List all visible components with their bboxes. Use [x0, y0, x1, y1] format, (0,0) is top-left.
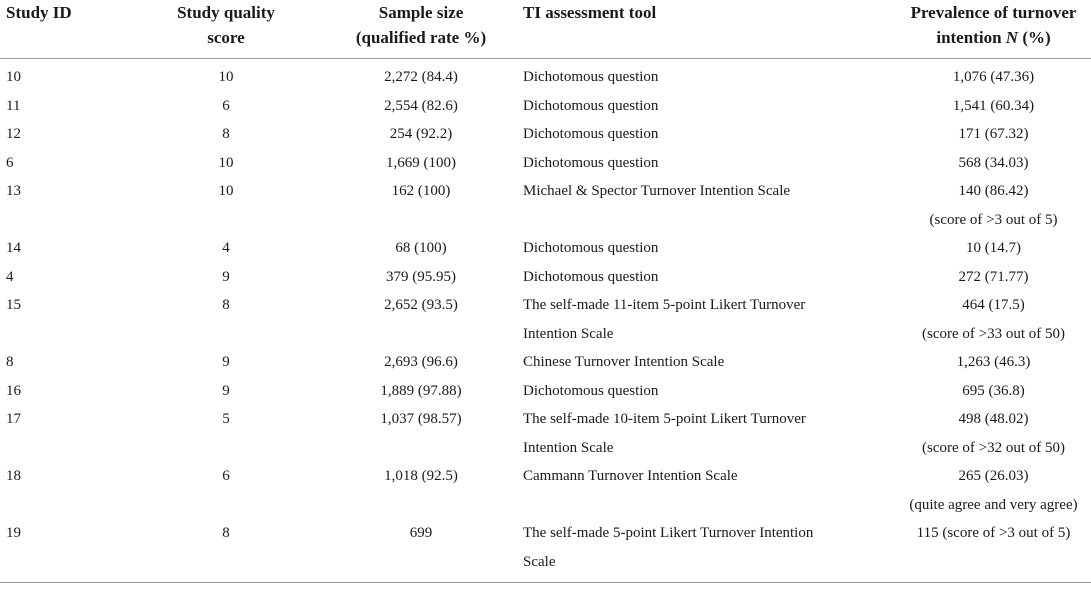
cell-study-quality: 8 — [222, 525, 230, 541]
cell-prevalence — [883, 149, 1091, 178]
cell-prevalence-line: 10 (14.7) — [966, 240, 1021, 256]
cell-prevalence-line: (score of >3 out of 5) — [929, 211, 1058, 228]
cell-study-quality: 10 — [218, 154, 234, 171]
cell-ti-tool — [516, 92, 883, 121]
cell-ti-tool-line: Dichotomous question — [523, 69, 659, 85]
cell-prevalence — [883, 177, 1091, 234]
cell-study-id: 14 — [6, 240, 21, 256]
cell-ti-tool-line: Dichotomous question — [523, 240, 659, 256]
cell-ti-tool-line: Cammann Turnover Intention Scale — [523, 468, 738, 484]
header-ti-tool: TI assessment tool — [516, 0, 883, 59]
cell-study-quality: 6 — [222, 468, 230, 484]
cell-study-quality: 6 — [222, 97, 230, 114]
cell-sample-size: 2,554 (82.6) — [384, 97, 458, 114]
cell-study-quality: 8 — [222, 126, 230, 142]
header-prevalence — [883, 0, 1091, 59]
cell-prevalence-line: 1,541 (60.34) — [952, 97, 1035, 114]
header-prevalence-pre: intention — [936, 28, 1006, 47]
cell-ti-tool-line: Intention Scale — [523, 325, 614, 342]
header-study-id: Study ID — [0, 0, 126, 59]
cell-sample-size: 1,018 (92.5) — [384, 468, 458, 484]
header-prevalence-line1: Prevalence of turnover — [910, 3, 1077, 22]
cell-prevalence-line: 140 (86.42) — [958, 183, 1029, 199]
cell-sample-size: 2,693 (96.6) — [384, 354, 458, 370]
cell-prevalence — [883, 462, 1091, 519]
table-row — [0, 149, 1091, 178]
cell-sample-size: 699 — [409, 525, 433, 541]
cell-study-id: 18 — [6, 468, 21, 484]
cell-prevalence — [883, 92, 1091, 121]
cell-prevalence — [883, 234, 1091, 263]
header-prevalence-line2 — [883, 25, 1091, 50]
cell-prevalence-line: (quite agree and very agree) — [909, 496, 1078, 513]
cell-ti-tool-line: The self-made 5-point Likert Turnover Intention — [523, 525, 814, 541]
cell-study-quality: 9 — [222, 268, 230, 285]
cell-prevalence-line: 568 (34.03) — [958, 154, 1029, 171]
cell-ti-tool-line: Dichotomous question — [523, 382, 659, 399]
cell-prevalence — [883, 59, 1091, 92]
cell-ti-tool — [516, 348, 883, 377]
cell-ti-tool — [516, 149, 883, 178]
table-body — [0, 59, 1091, 583]
cell-sample-size: 379 (95.95) — [386, 268, 456, 285]
cell-ti-tool — [516, 405, 883, 462]
cell-prevalence-line: (score of >32 out of 50) — [921, 439, 1065, 456]
header-sample-line2: (qualified rate %) — [355, 28, 487, 47]
header-prevalence-post: (%) — [1018, 28, 1051, 47]
cell-ti-tool-line: The self-made 11-item 5-point Likert Turnover — [523, 297, 806, 313]
cell-prevalence-line: 1,263 (46.3) — [956, 354, 1031, 370]
header-quality-line1: Study quality — [177, 3, 275, 22]
table-row — [0, 59, 1091, 92]
cell-ti-tool-line: Chinese Turnover Intention Scale — [523, 354, 725, 370]
cell-study-quality: 8 — [222, 297, 230, 313]
cell-study-id: 6 — [6, 154, 14, 171]
table-row — [0, 405, 1091, 462]
table-row — [0, 377, 1091, 406]
cell-ti-tool — [516, 59, 883, 92]
cell-sample-size: 1,037 (98.57) — [380, 411, 462, 427]
cell-study-id: 17 — [6, 411, 21, 427]
cell-ti-tool — [516, 177, 883, 234]
cell-prevalence-line: (score of >33 out of 50) — [921, 325, 1065, 342]
table-row — [0, 177, 1091, 234]
cell-prevalence-line: 265 (26.03) — [958, 468, 1029, 484]
header-study-quality — [126, 0, 326, 59]
table-row — [0, 263, 1091, 292]
cell-ti-tool — [516, 519, 883, 583]
cell-study-id: 11 — [6, 97, 21, 114]
table-header — [0, 0, 1091, 59]
cell-study-id: 16 — [6, 382, 21, 399]
cell-ti-tool — [516, 291, 883, 348]
cell-prevalence — [883, 405, 1091, 462]
cell-prevalence — [883, 263, 1091, 292]
header-sample-size — [326, 0, 516, 59]
cell-sample-size: 2,272 (84.4) — [384, 69, 458, 85]
cell-ti-tool-line: The self-made 10-item 5-point Likert Turnover — [523, 411, 806, 427]
header-prevalence-n: N — [1005, 28, 1019, 47]
header-quality-line2: score — [207, 28, 245, 47]
cell-sample-size: 162 (100) — [391, 183, 451, 199]
cell-ti-tool-line: Dichotomous question — [523, 268, 659, 285]
cell-sample-size: 2,652 (93.5) — [384, 297, 458, 313]
cell-study-id: 12 — [6, 126, 21, 142]
cell-ti-tool — [516, 120, 883, 149]
cell-ti-tool — [516, 234, 883, 263]
cell-sample-size: 1,889 (97.88) — [380, 382, 462, 399]
cell-study-id: 13 — [6, 183, 21, 199]
cell-study-id: 8 — [6, 354, 14, 370]
cell-prevalence-line: 1,076 (47.36) — [952, 69, 1035, 85]
table-row — [0, 120, 1091, 149]
cell-prevalence-line: 115 (score of >3 out of 5) — [916, 525, 1071, 541]
cell-prevalence — [883, 348, 1091, 377]
cell-prevalence-line: 695 (36.8) — [962, 382, 1025, 399]
cell-study-quality: 5 — [222, 411, 230, 427]
cell-study-id: 4 — [6, 268, 14, 285]
cell-prevalence-line: 498 (48.02) — [958, 411, 1029, 427]
header-sample-line1: Sample size — [378, 3, 464, 22]
cell-sample-size: 68 (100) — [395, 240, 447, 256]
cell-ti-tool-line: Michael & Spector Turnover Intention Scale — [523, 183, 791, 199]
table-row — [0, 92, 1091, 121]
table-row — [0, 462, 1091, 519]
cell-prevalence — [883, 377, 1091, 406]
cell-study-id: 19 — [6, 525, 21, 541]
cell-sample-size: 254 (92.2) — [389, 126, 453, 142]
cell-study-quality: 4 — [222, 240, 230, 256]
cell-ti-tool — [516, 377, 883, 406]
cell-prevalence — [883, 519, 1091, 583]
cell-sample-size: 1,669 (100) — [386, 154, 456, 171]
cell-ti-tool — [516, 462, 883, 519]
cell-prevalence-line: 171 (67.32) — [958, 126, 1029, 142]
cell-prevalence — [883, 291, 1091, 348]
cell-ti-tool-line: Scale — [523, 553, 556, 570]
cell-ti-tool-line: Dichotomous question — [523, 126, 659, 142]
cell-study-quality: 9 — [222, 382, 230, 399]
cell-prevalence-line: 272 (71.77) — [958, 268, 1029, 285]
cell-prevalence — [883, 120, 1091, 149]
table-row — [0, 519, 1091, 583]
table-row — [0, 348, 1091, 377]
cell-study-quality: 9 — [222, 354, 230, 370]
cell-study-quality: 10 — [218, 183, 234, 199]
cell-study-quality: 10 — [218, 69, 234, 85]
cell-study-id: 15 — [6, 297, 21, 313]
cell-ti-tool — [516, 263, 883, 292]
cell-ti-tool-line: Dichotomous question — [523, 154, 659, 171]
cell-study-id: 10 — [6, 69, 21, 85]
cell-ti-tool-line: Intention Scale — [523, 439, 614, 456]
cell-prevalence-line: 464 (17.5) — [962, 297, 1025, 313]
cell-ti-tool-line: Dichotomous question — [523, 97, 659, 114]
table-row — [0, 291, 1091, 348]
table-row — [0, 234, 1091, 263]
